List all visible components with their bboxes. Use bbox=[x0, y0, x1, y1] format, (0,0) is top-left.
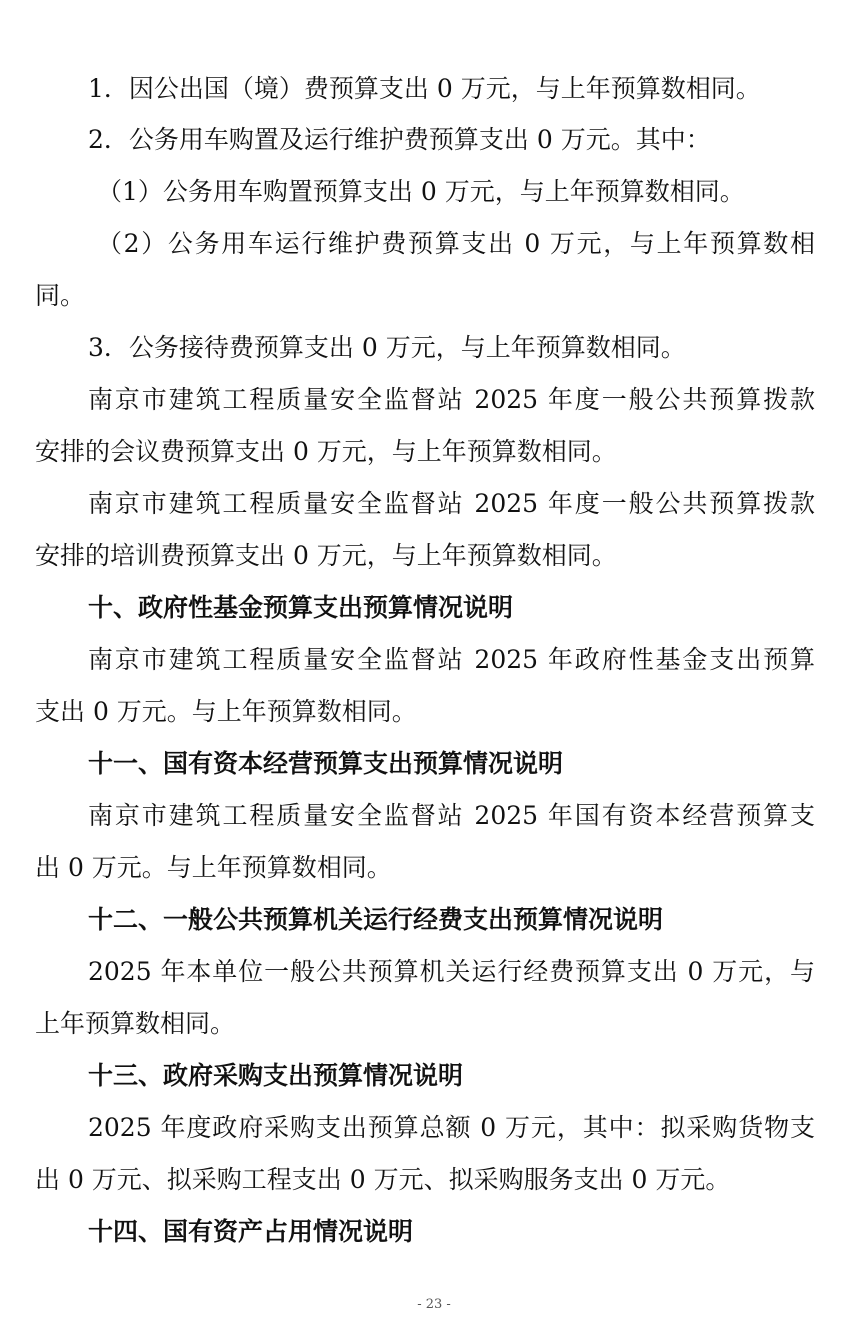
paragraph-line: 南京市建筑工程质量安全监督站 2025 年度一般公共预算拨款 bbox=[88, 489, 815, 518]
section-heading: 十、政府性基金预算支出预算情况说明 bbox=[88, 593, 514, 622]
paragraph-line: 1．因公出国（境）费预算支出 0 万元，与上年预算数相同。 bbox=[88, 74, 761, 103]
section-heading: 十四、国有资产占用情况说明 bbox=[88, 1217, 414, 1246]
page-number: - 23 - bbox=[417, 1297, 451, 1312]
paragraph-line: 2025 年本单位一般公共预算机关运行经费预算支出 0 万元，与 bbox=[88, 957, 815, 986]
paragraph-line: 出 0 万元、拟采购工程支出 0 万元、拟采购服务支出 0 万元。 bbox=[35, 1165, 731, 1194]
paragraph-line: 支出 0 万元。与上年预算数相同。 bbox=[35, 697, 417, 726]
paragraph-line: 南京市建筑工程质量安全监督站 2025 年政府性基金支出预算 bbox=[88, 645, 815, 674]
paragraph-line: 南京市建筑工程质量安全监督站 2025 年国有资本经营预算支 bbox=[88, 801, 815, 830]
paragraph-line: （1）公务用车购置预算支出 0 万元，与上年预算数相同。 bbox=[97, 177, 745, 206]
paragraph-line: 安排的培训费预算支出 0 万元，与上年预算数相同。 bbox=[35, 541, 617, 570]
paragraph-line: 3．公务接待费预算支出 0 万元，与上年预算数相同。 bbox=[88, 333, 686, 362]
section-heading: 十二、一般公共预算机关运行经费支出预算情况说明 bbox=[88, 905, 664, 934]
paragraph-line: 南京市建筑工程质量安全监督站 2025 年度一般公共预算拨款 bbox=[88, 385, 815, 414]
section-heading: 十一、国有资本经营预算支出预算情况说明 bbox=[88, 749, 564, 778]
paragraph-line: 上年预算数相同。 bbox=[35, 1009, 236, 1038]
section-heading: 十三、政府采购支出预算情况说明 bbox=[88, 1061, 464, 1090]
paragraph-line: 2025 年度政府采购支出预算总额 0 万元，其中：拟采购货物支 bbox=[88, 1113, 815, 1142]
paragraph-line: 同。 bbox=[35, 281, 86, 310]
paragraph-line: 出 0 万元。与上年预算数相同。 bbox=[35, 853, 392, 882]
paragraph-line: 安排的会议费预算支出 0 万元，与上年预算数相同。 bbox=[35, 437, 617, 466]
paragraph-line: （2）公务用车运行维护费预算支出 0 万元，与上年预算数相 bbox=[97, 229, 815, 258]
paragraph-line: 2．公务用车购置及运行维护费预算支出 0 万元。其中： bbox=[88, 125, 711, 154]
